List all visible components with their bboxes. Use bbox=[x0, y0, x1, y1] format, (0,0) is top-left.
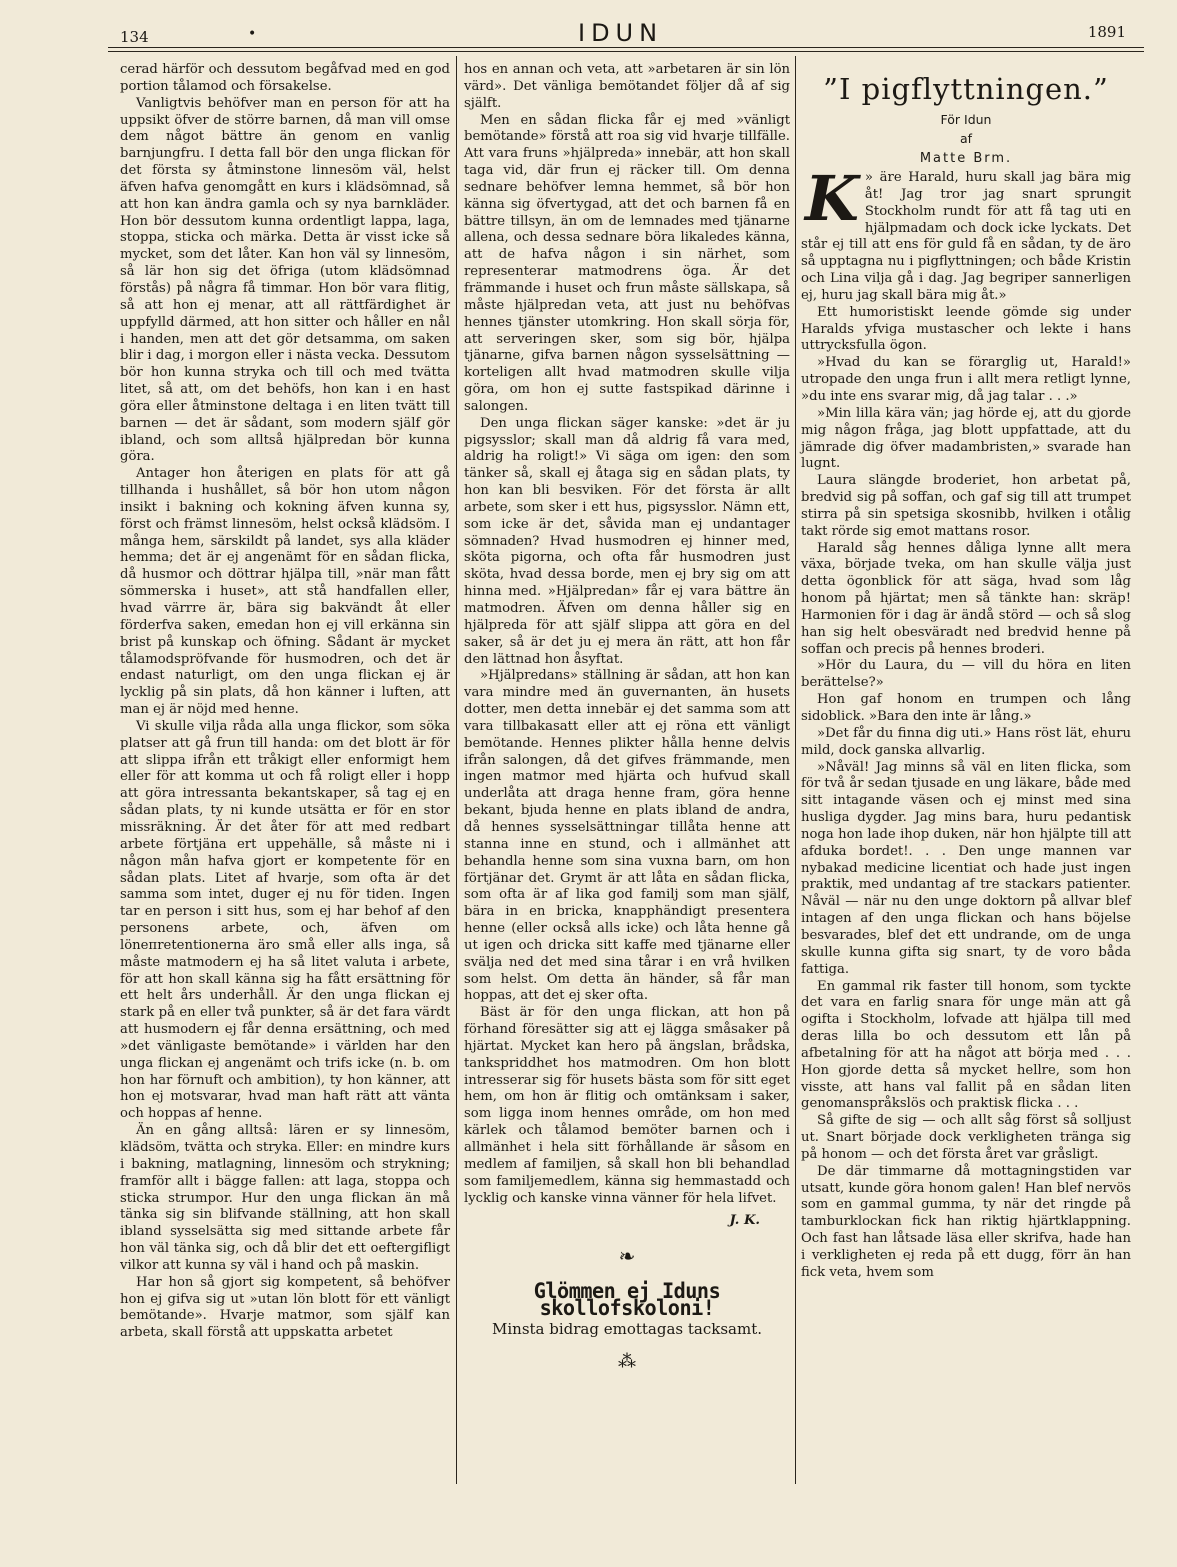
header-rule-thin bbox=[108, 51, 1144, 52]
appeal-subtitle: Minsta bidrag emottagas tacksamt. bbox=[492, 1319, 762, 1338]
column-divider bbox=[456, 56, 457, 1484]
story-title: ”I pigflyttningen.” bbox=[823, 72, 1109, 106]
header-dot: • bbox=[248, 26, 257, 42]
signature: J. K. bbox=[729, 1213, 760, 1229]
story-first-text: » äre Harald, huru skall jag bära mig åt! Jag tror jag snart sprungit Stockholm rundt för att få tag uti en hjälpmadam och dock icke lyckats. Det står ej till att ens för guld få en sådan, ty de äro så upptagna nu i pigflyttningen; och både Kristin och Lina vilja gå i dag. Jag begriper sannerligen ej, huru jag skall bära mig åt.» bbox=[801, 170, 1131, 303]
ornament-icon: ❧ bbox=[618, 1244, 636, 1269]
appeal-heading: Glömmen ej Iduns skollofskoloni! bbox=[533, 1279, 721, 1320]
drop-cap: K bbox=[805, 162, 859, 235]
column-1 bbox=[120, 62, 450, 1342]
masthead: IDUN bbox=[578, 19, 664, 47]
paragraph: Har hon så gjort sig kompetent, så behöfver hon ej gifva sig ut »utan lön blott för ett vänligt bemötande». Hvarje matmor, som själf kan arbeta, skall förstå att uppskatta arbetet bbox=[120, 1274, 450, 1341]
paragraph: Men en sådan flicka får ej med »vänligt bemötande» förstå att roa sig vid hvarje tillfälle. Att vara fruns »hjälpreda» innebär, att hon skall taga vid, där frun ej räcker till. Om denna sednare behöfver lemna hemmet, så bör hon känna sig öfvertygad, att det och barnen få en bättre tillsyn, än om de lemnades med tjänarne allena, och dessa sednare böra likaledes känna, att de hafva någon i sin närhet, som representerar matmodrens öga. Är det främmande i huset och frun måste sällskapa, så måste hjälpredan veta, att just nu behöfvas hennes tjänster utomkring. Hon skall sörja för, att serveringen sker, som sig bör, hjälpa tjänarne, gifva barnen någon sysselsättning — korteligen allt hvad matmodren skulle vilja göra, om hon ej sutte fastspikad därinne i salongen. bbox=[464, 112, 790, 414]
paragraph: »Det får du finna dig uti.» Hans röst lät, ehuru mild, dock ganska allvarlig. bbox=[801, 725, 1131, 758]
paragraph: cerad härför och dessutom begåfvad med en god portion tålamod och försakelse. bbox=[120, 62, 450, 94]
paragraph: hos en annan och veta, att »arbetaren är sin lön värd». Det vänliga bemötandet följer då af sig själft. bbox=[464, 62, 790, 111]
story-af: af bbox=[959, 131, 973, 146]
paragraph: Harald såg hennes dåliga lynne allt mera växa, började tveka, om han skulle välja just detta ögonblick för att säga, hvad som låg honom på hjärtat; men så tänkte han: skräp! Harmonien för i dag är ändå störd — och så slog han sig helt obesväradt ned bredvid henne på soffan och precis på hennes broderi. bbox=[801, 540, 1131, 657]
story-for: För Idun bbox=[940, 112, 992, 127]
paragraph: »Nåväl! Jag minns så väl en liten flicka, som för två år sedan tjusade en ung läkare, både med sitt intagande väsen och ej minst med sina husliga dygder. Jag mins bara, huru pedantisk noga hon lade ihop duken, när hon hjälpte till att afduka bordet!. . . Den unge mannen var nybakad medicine licentiat och hade just ingen praktik, med undantag af tre stackars patienter. Nåväl — när nu den unge doktorn på allvar blef intagen af den unga flickan och hans böjelse besvarades, blef det ett undrande, om de unga skulle kunna gifta sig snart, ty de voro båda fattiga. bbox=[801, 759, 1131, 977]
column-3 bbox=[801, 72, 1131, 1282]
story-author: Matte Brm. bbox=[919, 151, 1013, 166]
paragraph: Ett humoristiskt leende gömde sig under Haralds yfviga mustascher och lekte i hans uttrycksfulla ögon. bbox=[801, 304, 1131, 354]
paragraph: »Hjälpredans» ställning är sådan, att hon kan vara mindre med än guvernanten, än husets dotter, men detta innebär ej det samma som att vara tillbakasatt eller att ej röna ett vänligt bemötande. Hennes plikter hålla henne delvis ifrån salongen, då det gifves främmande, men ingen matmor med hjärta och hufvud skall underlåta att draga henne fram, göra henne bekant, bjuda henne en plats ibland de andra, då hennes sysselsättningar tillåta henne att stanna inne en stund, och i allmänhet att behandla henne som sina vuxna barn, om hon förtjänar det. Grymt är att låta en sådan flicka, som ofta är af lika god familj som man själf, bära in en bricka, knapphändigt presentera henne (eller också alls icke) och låta henne gå ut igen och dricka sitt kaffe med tjänarne eller svälja ned det med sina tårar i en vrå hvilken som helst. Om detta än händer, så får man hoppas, att det ej sker ofta. bbox=[464, 668, 790, 1004]
paragraph: Så gifte de sig — och allt såg först så solljust ut. Snart började dock verkligheten tränga sig på honom — och det första året var gråsligt. bbox=[801, 1113, 1131, 1162]
paragraph: De där timmarne då mottagningstiden var utsatt, kunde göra honom galen! Han blef nervös som en gammal gumma, ty när det ringde på tamburklockan fick han riktig hjärtklappning. Och fast han låtsade läsa eller skrifva, hade han i verkligheten ej reda på ett dugg, förr än han fick veta, hvem som bbox=[801, 1163, 1131, 1280]
column-2-text bbox=[464, 62, 790, 1207]
paragraph: »Hör du Laura, du — vill du höra en liten berättelse?» bbox=[801, 658, 1131, 691]
story-first-paragraph bbox=[801, 162, 1131, 305]
paragraph: Vi skulle vilja råda alla unga flickor, som söka platser att gå frun till handa: om det blott är för att slippa ifrån ett tråkigt eller enformigt hem eller för att komma ut och få roligt eller i hopp att göra intressanta bekantskaper, så tag ej en sådan plats, ty ni kunde utsätta er för en stor missräkning. Är det åter för att med redbart arbete förtjäna ert uppehälle, så måste ni i någon mån hafva gjort er kompetente för en sådan plats. Litet af hvarje, som ofta är det samma som intet, duger ej nu för tiden. Ingen tar en person i sitt hus, som ej har behof af den personens arbete, och, äfven om löneпretentionerna äro små eller alls inga, så måste matmodern ej ha så litet valuta i arbete, för att hon skall känna sig ha fått ersättning för ett helt års underhåll. Är den unga flickan ej stark på en eller två punkter, så är det fara värdt att husmodern ej får denna ersättning, och med »det vänligaste bemötande» i världen har den unga flickan ej angenämt och trifs icke (n. b. om hon har förnuft och ambition), ty hon känner, att hon ej motsvarar, hvad man haft rätt att vänta och hoppas af henne. bbox=[120, 718, 450, 1122]
paragraph: Vanligtvis behöfver man en person för att ha uppsikt öfver de större barnen, då man vill omse dem något bättre än genom en vanlig barnjungfru. I detta fall bör den unga flickan för det första sy åtminstone linnesöm väl, helst äfven hafva genomgått en kurs i klädsömnad, så att hon kan ändra gamla och sy nya barnkläder. Hon bör dessutom kunna ordentligt lappa, laga, stoppa, sticka och märka. Detta är visst icke så mycket, som det låter. Kan hon väl sy linnesöm, så lär hon sig det öfriga (utom klädsömnad förstås) på några få timmar. Hon bör vara flitig, så att hon ej menar, att all rättfärdighet är uppfylld därmed, att hon sitter och håller en nål i handen, men att det gör detsamma, om saken blir i dag, i morgon eller i nästa vecka. Dessutom bör hon kunna stryka och till och med tvätta litet, så att, om det behöfs, hon kan i en hast göra eller åtminstone deltaga i en liten tvätt till barnen — det är sådant, som modern själf gör ibland, och som alltså hjälpredan bör kunna göra. bbox=[120, 95, 450, 465]
paragraph: Än en gång alltså: lären er sy linnesöm, klädsöm, tvätta och stryka. Eller: en mindre kurs i bakning, matlagning, linnesöm och strykning; framför allt i bägge fallen: att laga, stoppa och sticka strumpor. Hur den unga flickan än må tänka sig sin blifvande ställning, att hon skall ibland sysselsätta sig med sittande arbete får hon väl tänka sig, och då blir det ett oeftergifligt vilkor att kunna sy väl i hand och på maskin. bbox=[120, 1123, 450, 1273]
column-divider bbox=[795, 56, 796, 1484]
paragraph: Den unga flickan säger kanske: »det är ju pigsysslor; skall man då aldrig få vara med, aldrig ha roligt!» Vi säga om igen: den som tänker så, skall ej åtaga sig en sådan plats, ty hon kan bli besviken. För det första är allt arbete, som sker i ett hus, pigsysslor. Nämn ett, som icke är det, såvida man ej undantager sömnaden? Hvad husmodren ej hinner med, sköta pigorna, och ofta får husmodren just sköta, hvad dessa borde, men ej bry sig om att hinna med. »Hjälpredan» får ej vara bättre än matmodren. Äfven om denna håller sig en hjälpreda för att själf slippa att göra en del saker, så är det ju ej mera än rätt, att hon får den lättnad hon åsyftat. bbox=[464, 415, 790, 667]
paragraph: Bäst är för den unga flickan, att hon på förhand föresätter sig att ej lägga småsaker på hjärtat. Mycket kan hero på ängslan, brådska, tankspriddhet hos matmodren. Om hon blott intresserar sig för husets bästa som för sitt eget hem, om hon är flitig och omtänksam i saker, som ligga inom hennes område, om hon med kärlek och tålamod bemöter barnen och i allmänhet i hela sitt förhållande är såsom en medlem af familjen, så skall hon bli behandlad som familjemedlem, känna sig hemmastadd och lycklig och kanske vinna vänner för hela lifvet. bbox=[464, 1005, 790, 1206]
page-number: 134 bbox=[120, 28, 149, 46]
paragraph: En gammal rik faster till honom, som tyckte det vara en farlig snara för unge män att gå ogifta i Stockholm, lofvade att hjälpa till med deras lilla bo och dessutom ett lån på afbetalning för att ha något att börja med . . . Hon gjorde detta så mycket hellre, som hon visste, att hans val fallit på en sådan liten genomanspråkslös och praktisk flicka . . . bbox=[801, 978, 1131, 1112]
paragraph: »Min lilla kära vän; jag hörde ej, att du gjorde mig någon fråga, jag blott uppfattade, att du jämrade dig öfver madambristen,» svarade han lugnt. bbox=[801, 405, 1131, 472]
story-body bbox=[801, 305, 1131, 1282]
paragraph: »Hvad du kan se förarglig ut, Harald!» utropade den unga frun i allt mera retligt lynne, »du inte ens svarar mig, då jag talar . . .» bbox=[801, 355, 1131, 404]
header-rule bbox=[108, 47, 1144, 48]
paragraph: Laura slängde broderiet, hon arbetat på, bredvid sig på soffan, och gaf sig till att trumpet stirra på sin spetsiga skosnibb, hvilken i otålig takt rörde sig emot mattans rosor. bbox=[801, 473, 1131, 539]
year: 1891 bbox=[1087, 23, 1126, 41]
column-2 bbox=[464, 62, 790, 1370]
paragraph: Hon gaf honom en trumpen och lång sidoblick. »Bara den inte är lång.» bbox=[801, 692, 1131, 724]
ornament-icon-bottom: ⁂ bbox=[618, 1350, 636, 1372]
page-header bbox=[108, 18, 1144, 48]
paragraph: Antager hon återigen en plats för att gå tillhanda i hushållet, så bör hon utom någon insikt i bakning och kokning äfven kunna sy, först och främst linnesöm, helst också klädsöm. I många hem, särskildt på landet, sys alla kläder hemma; det är ej angenämt för en sådan flicka, då husmor och döttrar hjälpa till, »när man fått sömmerska i huset», att stå handfallen eller, hvad värrre är, bära sig bakvändt åt eller förderfva saken, emedan hon ej vill erkänna sin brist på kunskap och öfning. Sådant är mycket tålamodspröfvande för husmodren, och det är endast naturligt, om den unga flickan ej är lycklig på sin plats, då hon känner i luften, att man ej är nöjd med henne. bbox=[120, 466, 450, 718]
